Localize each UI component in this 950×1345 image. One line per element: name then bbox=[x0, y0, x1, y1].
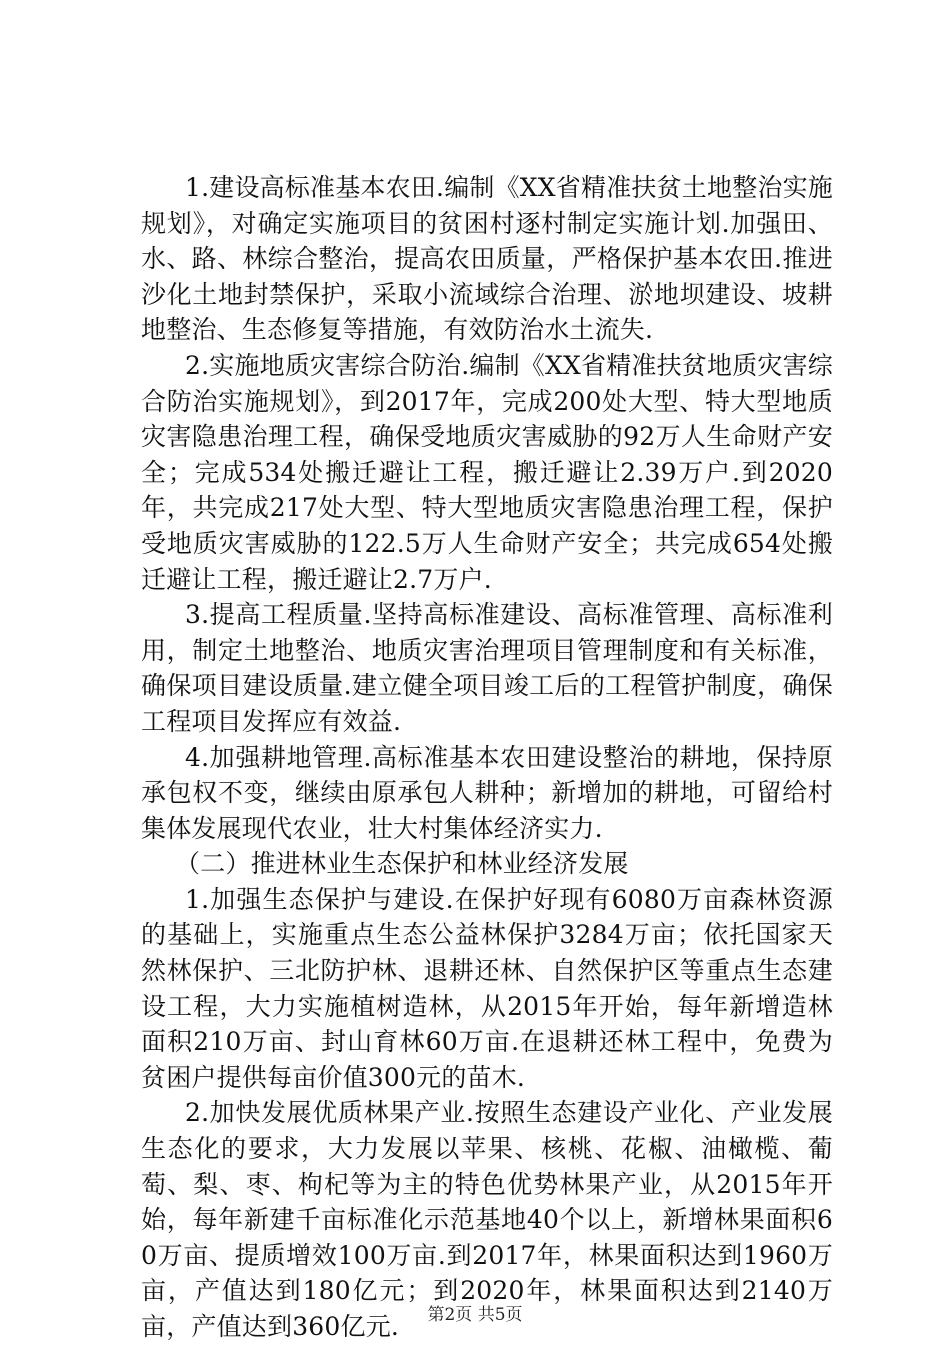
section-heading-forestry: （二）推进林业生态保护和林业经济发展 bbox=[175, 849, 629, 879]
page-footer: 第2页 共5页 bbox=[427, 1305, 523, 1325]
paragraph-project-quality: 3.提高工程质量.坚持高标准建设、高标准管理、高标准利用，制定土地整治、地质灾害治理项目管理制度和有关标准，确保项目建设质量.建立健全项目竣工后的工程管护制度，确保工程项目发挥应有效益. bbox=[141, 600, 833, 736]
paragraph-ecological-protection: 1.加强生态保护与建设.在保护好现有6080万亩森林资源的基础上，实施重点生态公益林保护3284万亩；依托国家天然林保护、三北防护林、退耕还林、自然保护区等重点生态建设工程，大力实施植树造林，从2015年开始，每年新增造林面积210万亩、封山育林60万亩.在退耕还林工程中，免费为贫困户提供每亩价值300元的苗木. bbox=[141, 884, 833, 1092]
document-body bbox=[141, 170, 833, 1345]
paragraph-farmland-management: 4.加强耕地管理.高标准基本农田建设整治的耕地，保持原承包权不变，继续由原承包人耕种；新增加的耕地，可留给村集体发展现代农业，壮大村集体经济实力. bbox=[141, 742, 833, 843]
paragraph-forest-fruit-industry: 2.加快发展优质林果产业.按照生态建设产业化、产业发展生态化的要求，大力发展以苹果、核桃、花椒、油橄榄、葡萄、梨、枣、枸杞等为主的特色优势林果产业，从2015年开始，每年新建千亩标准化示范基地40个以上，新增林果面积60万亩、提质增效100万亩.到2017年，林果面积达到1960万亩，产值达到180亿元；到2020年，林果面积达到2140万亩，产值达到360亿元. bbox=[141, 1098, 833, 1341]
paragraph-farmland: 1.建设高标准基本农田.编制《XX省精准扶贫土地整治实施规划》，对确定实施项目的贫困村逐村制定实施计划.加强田、水、路、林综合整治，提高农田质量，严格保护基本农田.推进沙化土地封禁保护，采取小流域综合治理、淤地坝建设、坡耕地整治、生态修复等措施，有效防治水土流失. bbox=[141, 173, 833, 345]
paragraph-geological-disaster: 2.实施地质灾害综合防治.编制《XX省精准扶贫地质灾害综合防治实施规划》，到2017年，完成200处大型、特大型地质灾害隐患治理工程，确保受地质灾害威胁的92万人生命财产安全；完成534处搬迁避让工程，搬迁避让2.39万户.到2020年，共完成217处大型、特大型地质灾害隐患治理工程，保护受地质灾害威胁的122.5万人生命财产安全；共完成654处搬迁避让工程，搬迁避让2.7万户. bbox=[141, 350, 833, 594]
